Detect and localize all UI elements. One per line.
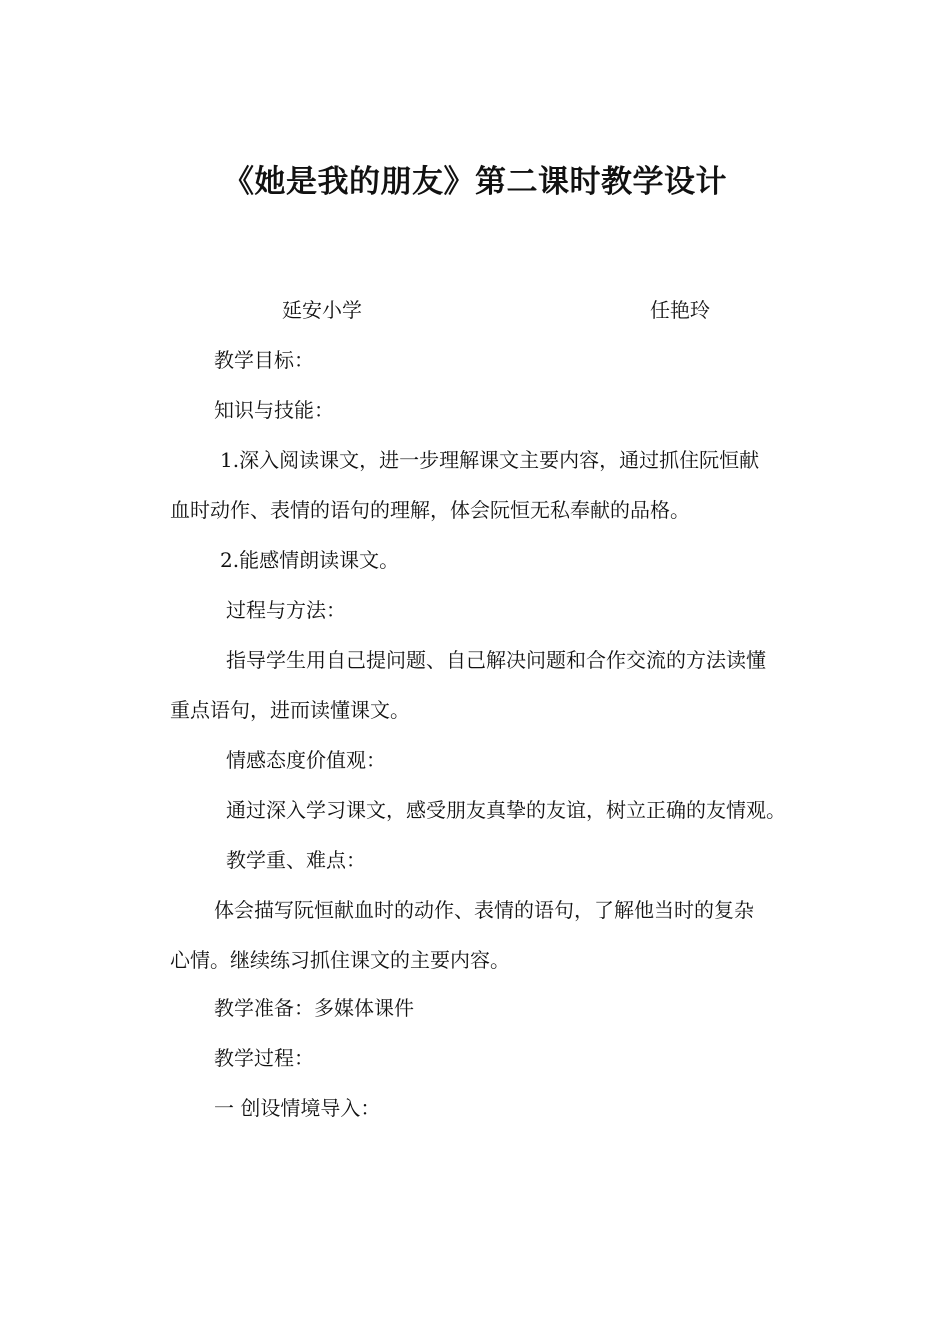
knowledge-item2: 2.能感情朗读课文。 <box>220 548 400 572</box>
school-name: 延安小学 <box>282 298 362 322</box>
key-line1: 体会描写阮恒献血时的动作、表情的语句，了解他当时的复杂 <box>214 898 754 922</box>
knowledge-heading: 知识与技能： <box>214 398 334 422</box>
process-steps-heading: 教学过程： <box>214 1046 314 1070</box>
emotion-line1: 通过深入学习课文，感受朋友真挚的友谊，树立正确的友情观。 <box>226 798 786 822</box>
preparation-line: 教学准备：多媒体课件 <box>214 996 414 1020</box>
knowledge-item1-line2: 血时动作、表情的语句的理解，体会阮恒无私奉献的品格。 <box>170 498 690 522</box>
document-title: 《她是我的朋友》第二课时教学设计 <box>223 164 727 200</box>
goals-heading: 教学目标： <box>214 348 314 372</box>
process-heading: 过程与方法： <box>226 598 346 622</box>
key-heading: 教学重、难点： <box>226 848 366 872</box>
step1-line: 一 创设情境导入： <box>214 1096 381 1120</box>
process-line2: 重点语句，进而读懂课文。 <box>170 698 410 722</box>
author-name: 任艳玲 <box>650 298 710 322</box>
emotion-heading: 情感态度价值观： <box>226 748 386 772</box>
key-line2: 心情。继续练习抓住课文的主要内容。 <box>170 948 510 972</box>
process-line1: 指导学生用自己提问题、自己解决问题和合作交流的方法读懂 <box>226 648 766 672</box>
knowledge-item1-line1: 1.深入阅读课文，进一步理解课文主要内容，通过抓住阮恒献 <box>220 448 760 472</box>
